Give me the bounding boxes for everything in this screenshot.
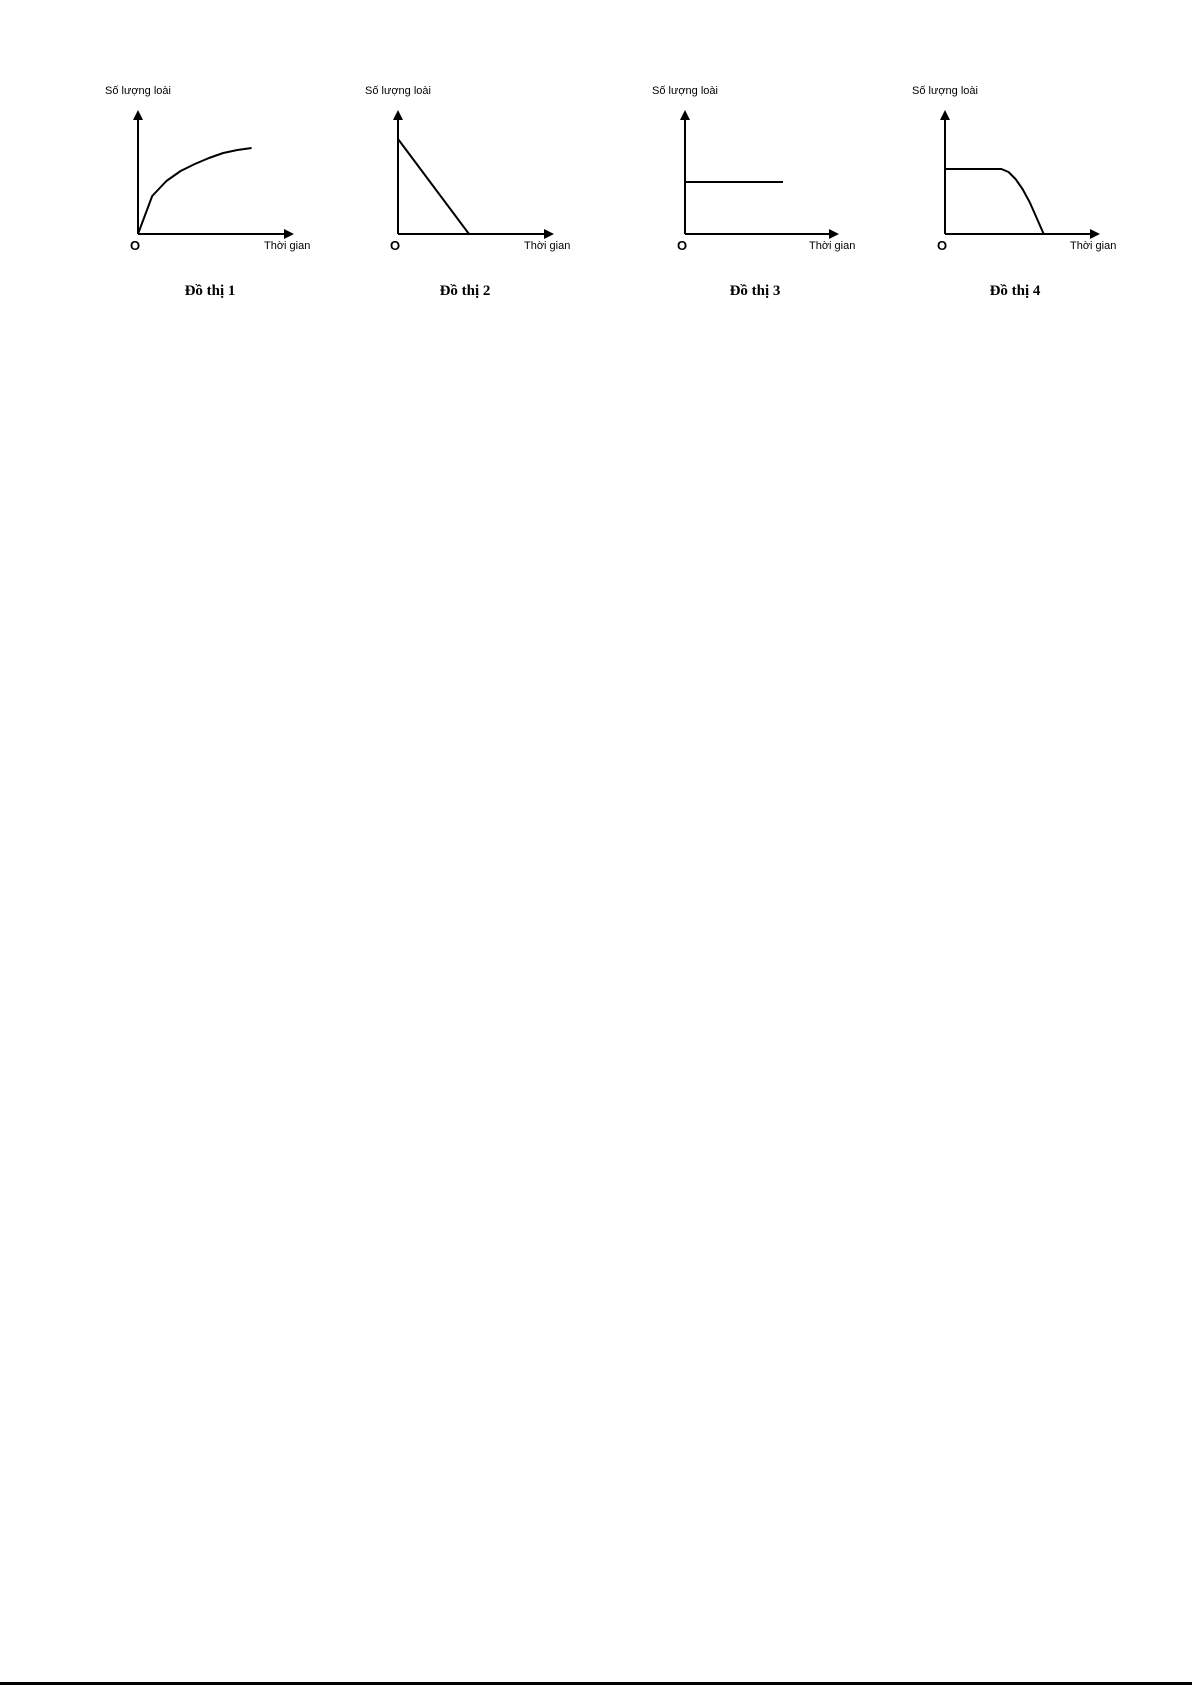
graph-caption: Đồ thị 4 bbox=[989, 283, 1041, 299]
x-axis-label: Thời gian bbox=[1070, 240, 1117, 252]
x-axis-label: Thời gian bbox=[264, 240, 311, 252]
graph-caption: Đồ thị 2 bbox=[439, 283, 491, 299]
graph-panel-4 bbox=[912, 85, 1116, 299]
graph-caption: Đồ thị 1 bbox=[184, 283, 236, 299]
x-axis-label: Thời gian bbox=[524, 240, 571, 252]
origin-label: O bbox=[677, 238, 688, 253]
graph-caption: Đồ thị 3 bbox=[729, 283, 781, 299]
graph-panel-3 bbox=[652, 85, 855, 299]
origin-label: O bbox=[130, 238, 141, 253]
y-axis-label: Số lượng loài bbox=[365, 85, 431, 97]
graph-figure bbox=[0, 0, 1192, 330]
y-axis-label: Số lượng loài bbox=[105, 85, 171, 97]
series-line-1 bbox=[138, 148, 252, 234]
y-axis-label: Số lượng loài bbox=[652, 85, 718, 97]
origin-label: O bbox=[390, 238, 401, 253]
graph-panel-1 bbox=[105, 85, 310, 299]
series-line-1 bbox=[945, 169, 1044, 234]
series-line-1 bbox=[398, 139, 469, 234]
graph-panel-2 bbox=[365, 85, 570, 299]
y-axis-label: Số lượng loài bbox=[912, 85, 978, 97]
x-axis-label: Thời gian bbox=[809, 240, 856, 252]
origin-label: O bbox=[937, 238, 948, 253]
